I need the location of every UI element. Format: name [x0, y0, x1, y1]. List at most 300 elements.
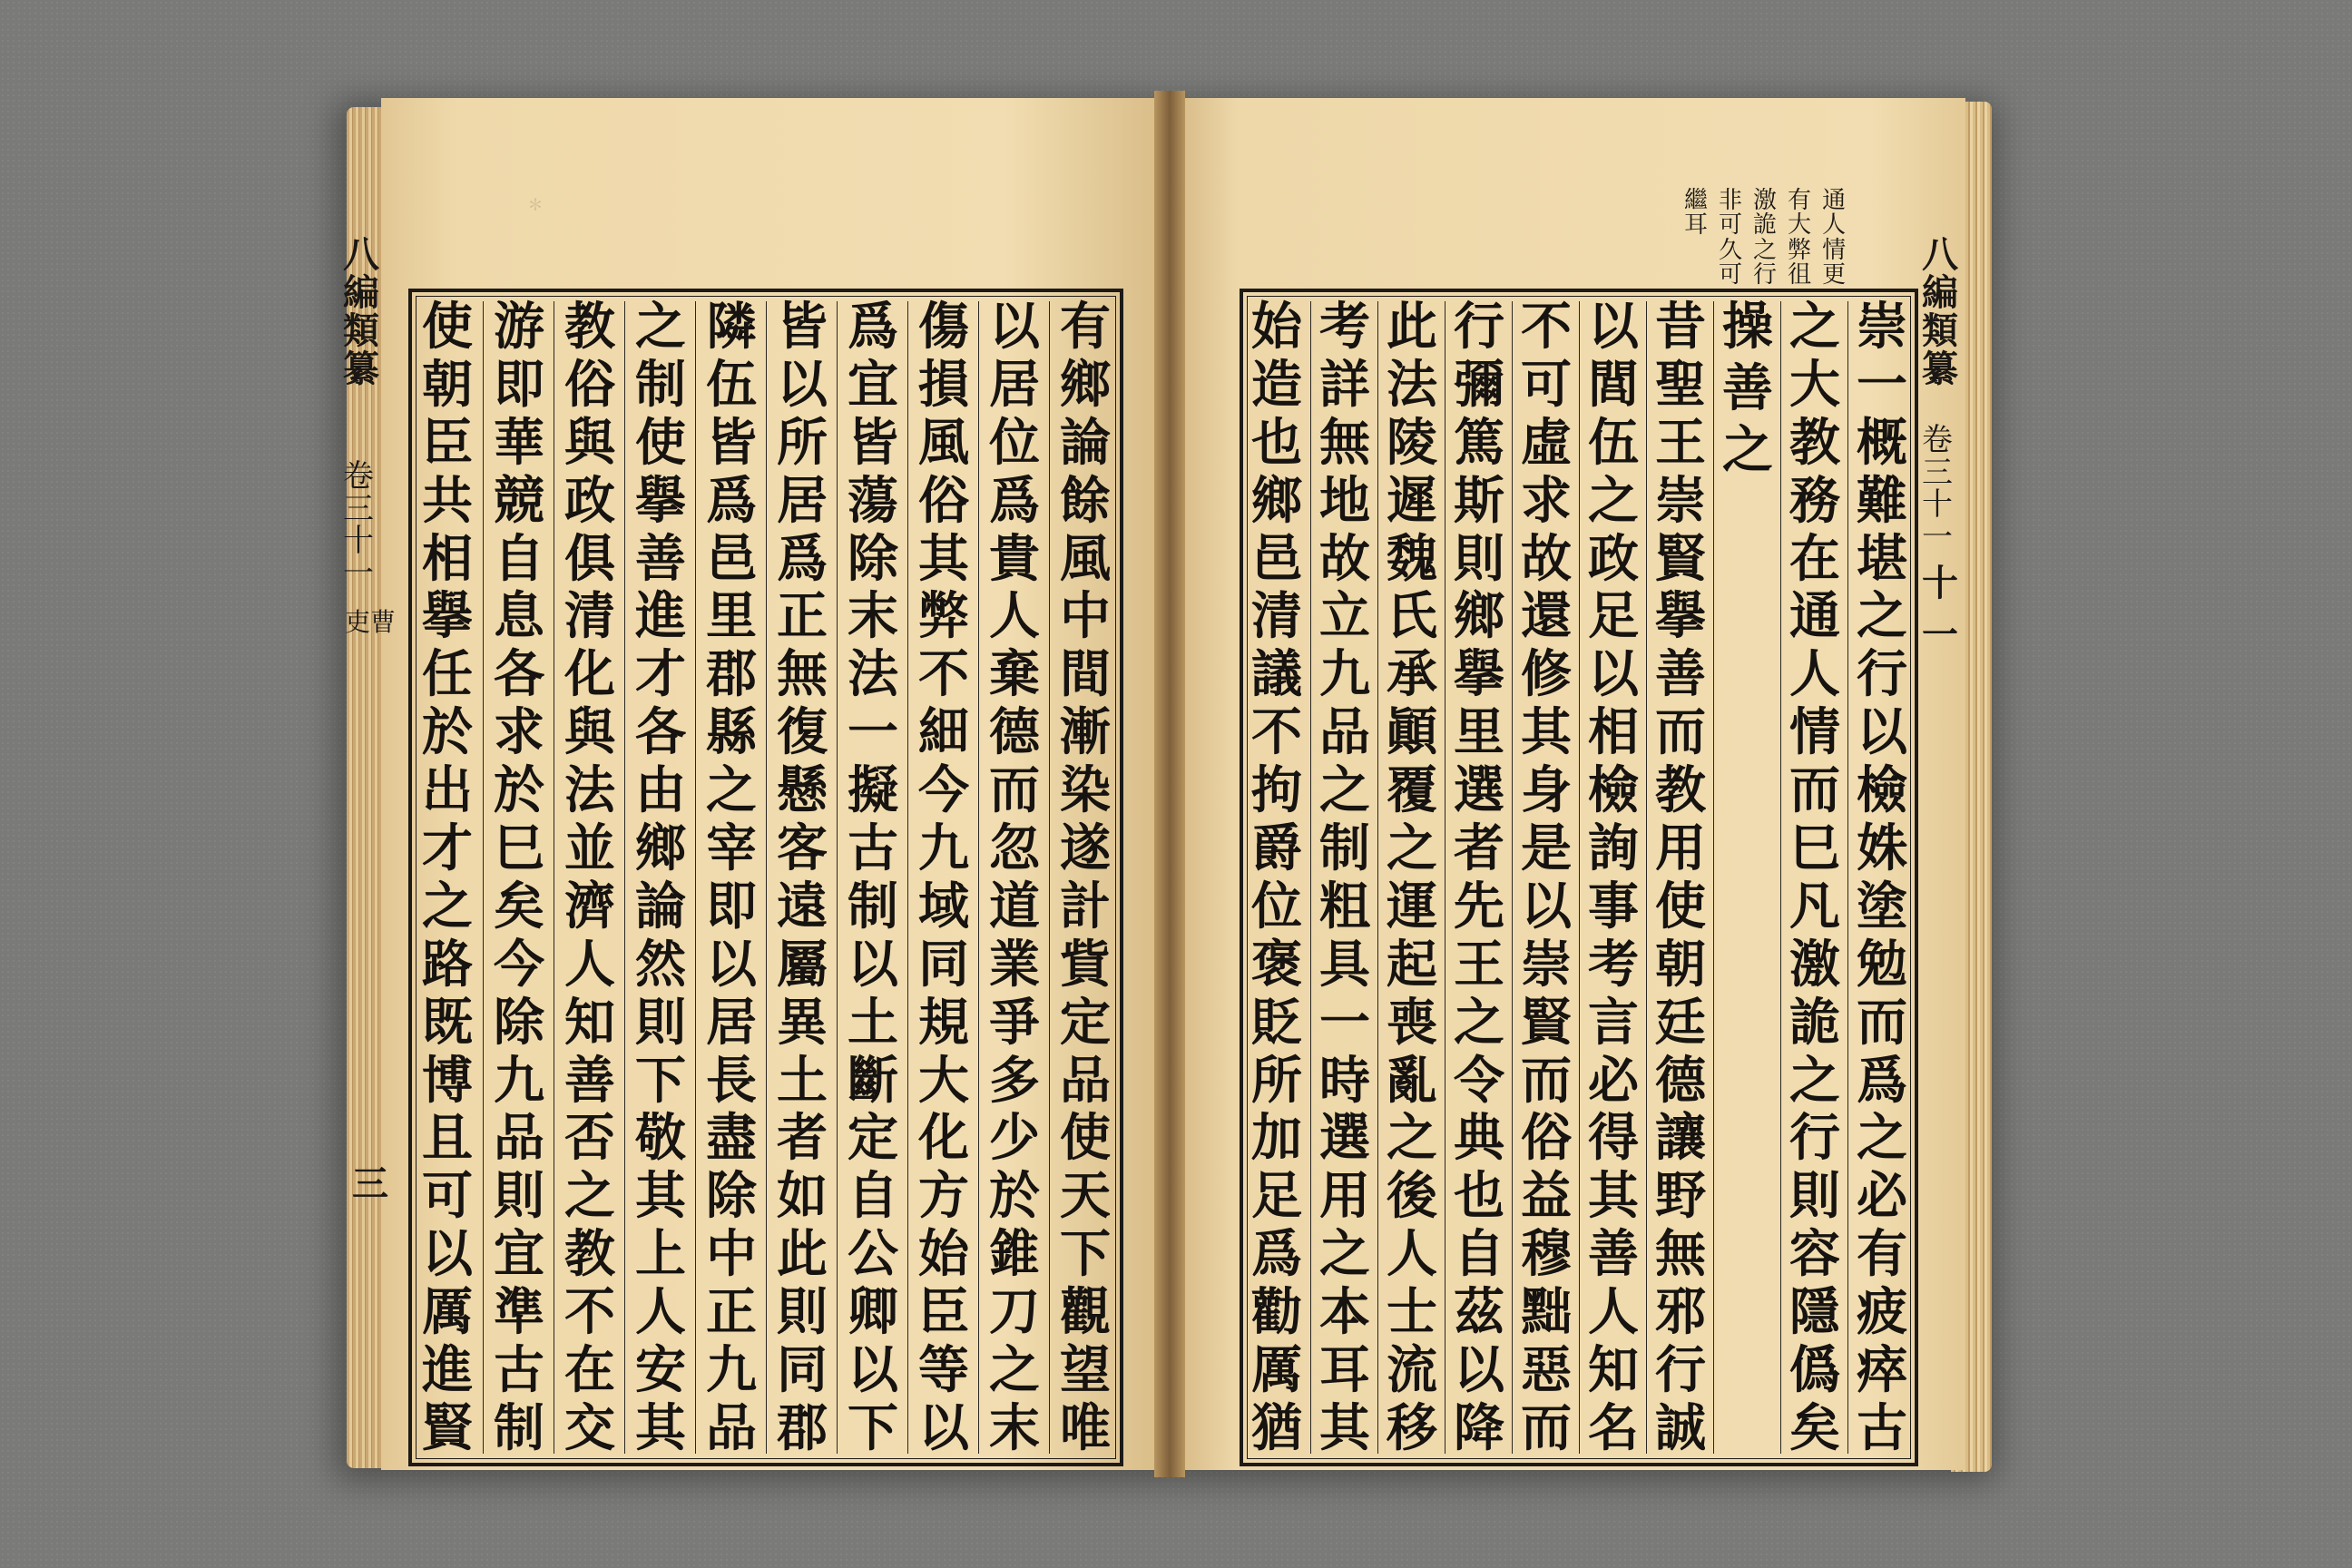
glyph: 身: [1521, 760, 1572, 821]
glyph: 激: [1789, 934, 1840, 995]
glyph: 一: [1922, 612, 1958, 656]
glyph: 細: [918, 702, 969, 763]
glyph: 而: [1857, 992, 1907, 1053]
glyph: 氏: [1387, 586, 1437, 647]
glyph: 類: [1922, 309, 1958, 352]
glyph: 蕩: [848, 470, 898, 531]
glyph: 計: [1060, 876, 1111, 936]
glyph: 其: [918, 528, 969, 589]
glyph: 善: [1655, 644, 1706, 705]
glyph: 息: [494, 586, 544, 647]
glyph: 古: [848, 818, 898, 879]
glyph: 用: [1319, 1166, 1370, 1227]
glyph: 才: [422, 818, 473, 879]
glyph: 法: [848, 644, 898, 705]
glyph: 起: [1387, 934, 1437, 995]
glyph: 勉: [1857, 934, 1907, 995]
glyph: 始: [918, 1224, 969, 1285]
glyph: 郡: [777, 1397, 828, 1458]
glyph: 化: [918, 1108, 969, 1169]
glyph: 崇: [1857, 297, 1907, 357]
left-text-frame: [408, 289, 1123, 1466]
book-gutter: [1154, 91, 1185, 1477]
right-text-column: [1713, 297, 1781, 1454]
glyph: 還: [1521, 586, 1572, 647]
glyph: 陵: [1387, 412, 1437, 473]
glyph: 之: [1387, 818, 1437, 879]
glyph: 激: [1753, 187, 1778, 214]
glyph: 斷: [848, 1050, 898, 1111]
glyph: 不: [1521, 297, 1572, 357]
glyph: 且: [422, 1108, 473, 1169]
glyph: 屬: [777, 934, 828, 995]
glyph: 崇: [1521, 934, 1572, 995]
glyph: 而: [989, 760, 1040, 821]
glyph: 可: [1719, 211, 1743, 240]
glyph: 正: [777, 586, 828, 647]
glyph: 典: [1454, 1108, 1504, 1169]
glyph: 邪: [1655, 1282, 1706, 1343]
glyph: 編: [343, 271, 379, 314]
glyph: 事: [1588, 876, 1639, 936]
glyph: 多: [989, 1050, 1040, 1111]
glyph: 僞: [1789, 1340, 1840, 1401]
banxin-volume: [343, 458, 397, 593]
glyph: 求: [494, 702, 544, 763]
glyph: 然: [635, 934, 686, 995]
glyph: 競: [494, 470, 544, 531]
glyph: 貴: [989, 528, 1040, 589]
glyph: 修: [1521, 644, 1572, 705]
glyph: 久: [1719, 236, 1743, 264]
banxin-section: [344, 606, 397, 637]
glyph: 人: [1588, 1282, 1639, 1343]
glyph: 疲: [1857, 1282, 1907, 1343]
glyph: 繼: [1684, 187, 1709, 214]
glyph: 此: [1387, 297, 1437, 357]
glyph: 域: [918, 876, 969, 936]
glyph: 是: [1521, 818, 1572, 879]
glyph: 粗: [1319, 876, 1370, 936]
glyph: 之: [1454, 992, 1504, 1053]
glyph: 土: [777, 1050, 828, 1111]
glyph: 不: [1251, 702, 1302, 763]
glyph: 中: [706, 1224, 757, 1285]
glyph: 厲: [422, 1282, 473, 1343]
glyph: 議: [1251, 644, 1302, 705]
glyph: 必: [1588, 1050, 1639, 1111]
glyph: 以: [989, 297, 1040, 357]
glyph: 而: [1655, 702, 1706, 763]
glyph: 篤: [1454, 412, 1504, 473]
glyph: 土: [848, 992, 898, 1053]
glyph: 纂: [343, 348, 379, 390]
glyph: 卿: [848, 1282, 898, 1343]
glyph: 下: [1060, 1224, 1111, 1285]
right-text-column: [1847, 297, 1916, 1458]
glyph: 爲: [848, 297, 898, 357]
right-banxin: [1922, 233, 1976, 1361]
glyph: 古: [494, 1340, 544, 1401]
glyph: 使: [1655, 876, 1706, 936]
glyph: 進: [422, 1340, 473, 1401]
glyph: 時: [1319, 1050, 1370, 1111]
glyph: 人: [1789, 644, 1840, 705]
marginal-note-column: [1822, 189, 1846, 288]
glyph: 末: [989, 1397, 1040, 1458]
glyph: 清: [1251, 586, 1302, 647]
glyph: 巳: [494, 818, 544, 879]
glyph: 擬: [848, 760, 898, 821]
glyph: 誠: [1655, 1397, 1706, 1458]
marginal-note-column: [1684, 189, 1708, 288]
glyph: 聖: [1655, 354, 1706, 415]
glyph: 爵: [1251, 818, 1302, 879]
glyph: 所: [1251, 1050, 1302, 1111]
glyph: 九: [918, 818, 969, 879]
glyph: 以: [1588, 297, 1639, 357]
banxin-title: [343, 233, 397, 390]
glyph: 刀: [989, 1282, 1040, 1343]
glyph: 用: [1655, 818, 1706, 879]
glyph: 少: [989, 1108, 1040, 1169]
glyph: 邑: [706, 528, 757, 589]
glyph: 詭: [1753, 211, 1778, 240]
glyph: 十: [1922, 486, 1953, 524]
glyph: 爲: [989, 470, 1040, 531]
glyph: 使: [635, 412, 686, 473]
glyph: 則: [494, 1166, 544, 1227]
glyph: 之: [1319, 1224, 1370, 1285]
banxin-page-number: [1922, 554, 1976, 658]
glyph: 與: [564, 702, 615, 763]
glyph: 唯: [1060, 1397, 1111, 1458]
glyph: 本: [1319, 1282, 1370, 1343]
glyph: 路: [422, 934, 473, 995]
glyph: 而: [1521, 1397, 1572, 1458]
glyph: 十: [343, 523, 374, 560]
glyph: 士: [1387, 1282, 1437, 1343]
right-text-column: [1445, 297, 1513, 1458]
glyph: 於: [422, 702, 473, 763]
glyph: 以: [848, 934, 898, 995]
glyph: 之: [1722, 420, 1773, 480]
glyph: 今: [494, 934, 544, 995]
glyph: 定: [848, 1108, 898, 1169]
glyph: 考: [1588, 934, 1639, 995]
glyph: 崇: [1655, 470, 1706, 531]
glyph: 求: [1521, 470, 1572, 531]
glyph: 觀: [1060, 1282, 1111, 1343]
glyph: 教: [564, 1224, 615, 1285]
glyph: 以: [1454, 1340, 1504, 1401]
glyph: 之: [1319, 760, 1370, 821]
glyph: 檢: [1857, 760, 1907, 821]
glyph: 上: [635, 1224, 686, 1285]
glyph: 之: [706, 760, 757, 821]
glyph: 務: [1789, 470, 1840, 531]
glyph: 損: [918, 354, 969, 415]
glyph: 品: [706, 1397, 757, 1458]
glyph: 可: [422, 1166, 473, 1227]
left-text-column: [1049, 297, 1121, 1458]
right-text-column: [1243, 297, 1310, 1458]
right-text-column: [1310, 297, 1378, 1458]
glyph: 卷: [343, 458, 374, 495]
glyph: 八: [343, 233, 379, 276]
glyph: 客: [777, 818, 828, 879]
glyph: 容: [1789, 1224, 1840, 1285]
glyph: 進: [635, 586, 686, 647]
glyph: 風: [918, 412, 969, 473]
glyph: 業: [989, 934, 1040, 995]
glyph: 以: [1857, 702, 1907, 763]
glyph: 拘: [1251, 760, 1302, 821]
glyph: 異: [777, 992, 828, 1053]
glyph: 卷: [1922, 422, 1953, 458]
glyph: 餘: [1060, 470, 1111, 531]
glyph: 除: [494, 992, 544, 1053]
glyph: 賢: [422, 1397, 473, 1458]
left-text-column: [412, 297, 483, 1458]
glyph: 道: [989, 876, 1040, 936]
glyph: 矣: [1789, 1397, 1840, 1458]
glyph: 臣: [422, 412, 473, 473]
glyph: 善: [1722, 358, 1773, 418]
glyph: 者: [1454, 818, 1504, 879]
glyph: 方: [918, 1166, 969, 1227]
glyph: 行: [1454, 297, 1504, 357]
glyph: 斯: [1454, 470, 1504, 531]
glyph: 郡: [706, 644, 757, 705]
glyph: 茲: [1454, 1282, 1504, 1343]
glyph: 通: [1822, 187, 1847, 214]
glyph: 流: [1387, 1340, 1437, 1401]
glyph: 縣: [706, 702, 757, 763]
glyph: 承: [1387, 644, 1437, 705]
glyph: 於: [494, 760, 544, 821]
glyph: 之: [422, 876, 473, 936]
glyph: 德: [989, 702, 1040, 763]
glyph: 九: [494, 1050, 544, 1111]
glyph: 吏: [344, 606, 370, 637]
glyph: 勸: [1251, 1282, 1302, 1343]
marginal-note-column: [1719, 189, 1742, 288]
glyph: 賢: [1521, 992, 1572, 1053]
glyph: 穆: [1521, 1224, 1572, 1285]
glyph: 善: [564, 1050, 615, 1111]
glyph: 讓: [1655, 1108, 1706, 1169]
glyph: 可: [1521, 354, 1572, 415]
glyph: 博: [422, 1050, 473, 1111]
glyph: 天: [1060, 1166, 1111, 1227]
glyph: 野: [1655, 1166, 1706, 1227]
glyph: 游: [494, 297, 544, 357]
right-page: [1176, 98, 1965, 1470]
glyph: 伍: [706, 354, 757, 415]
glyph: 制: [848, 876, 898, 936]
glyph: 纂: [1922, 348, 1958, 390]
glyph: 可: [1719, 260, 1743, 289]
glyph: 足: [1251, 1166, 1302, 1227]
glyph: 遲: [1387, 470, 1437, 531]
glyph: 爭: [989, 992, 1040, 1053]
glyph: 有: [1857, 1224, 1907, 1285]
glyph: 人: [1822, 211, 1847, 240]
left-text-column: [766, 297, 838, 1458]
glyph: 十: [1922, 561, 1958, 604]
glyph: 其: [1521, 702, 1572, 763]
glyph: 魏: [1387, 528, 1437, 589]
glyph: 望: [1060, 1340, 1111, 1401]
glyph: 否: [564, 1108, 615, 1169]
glyph: 法: [1387, 354, 1437, 415]
glyph: 宜: [494, 1224, 544, 1285]
glyph: 惡: [1521, 1340, 1572, 1401]
glyph: 巳: [1789, 818, 1840, 879]
glyph: 無: [777, 644, 828, 705]
right-text-column: [1512, 297, 1580, 1458]
glyph: 善: [1588, 1224, 1639, 1285]
glyph: 同: [918, 934, 969, 995]
glyph: 廷: [1655, 992, 1706, 1053]
glyph: 皆: [848, 412, 898, 473]
glyph: 敬: [635, 1108, 686, 1169]
glyph: 弊: [918, 586, 969, 647]
glyph: 除: [848, 528, 898, 589]
glyph: 情: [1789, 702, 1840, 763]
glyph: 政: [564, 470, 615, 531]
marginal-notes: [1684, 189, 1846, 288]
glyph: 以: [706, 934, 757, 995]
glyph: 懸: [777, 760, 828, 821]
glyph: 耳: [1319, 1340, 1370, 1401]
glyph: 之: [989, 1340, 1040, 1401]
glyph: 無: [1655, 1224, 1706, 1285]
right-text-column: [1646, 297, 1714, 1458]
glyph: 位: [989, 412, 1040, 473]
glyph: 擧: [422, 586, 473, 647]
glyph: 名: [1588, 1397, 1639, 1458]
glyph: 知: [564, 992, 615, 1053]
glyph: 一: [1319, 992, 1370, 1053]
glyph: 貲: [1060, 934, 1111, 995]
glyph: 此: [777, 1224, 828, 1285]
glyph: 與: [564, 412, 615, 473]
glyph: 遂: [1060, 818, 1111, 879]
glyph: 有: [1060, 297, 1111, 357]
glyph: 鄉: [635, 818, 686, 879]
banxin-page-number: 三: [352, 1162, 388, 1205]
glyph: 制: [494, 1397, 544, 1458]
glyph: 檢: [1588, 760, 1639, 821]
glyph: 正: [706, 1282, 757, 1343]
glyph: 非: [1719, 187, 1743, 214]
glyph: 以: [777, 354, 828, 415]
glyph: 也: [1251, 412, 1302, 473]
glyph: 以: [1588, 644, 1639, 705]
left-banxin: [343, 233, 397, 1361]
right-text-column: [1377, 297, 1446, 1458]
glyph: 顚: [1387, 702, 1437, 763]
glyph: 品: [1319, 702, 1370, 763]
glyph: 交: [564, 1397, 615, 1458]
glyph: 各: [494, 644, 544, 705]
glyph: 令: [1454, 1050, 1504, 1111]
glyph: 論: [1060, 412, 1111, 473]
glyph: 塗: [1857, 876, 1907, 936]
glyph: 凡: [1789, 876, 1840, 936]
glyph: 俗: [1521, 1108, 1572, 1169]
glyph: 自: [1454, 1224, 1504, 1285]
glyph: 先: [1454, 876, 1504, 936]
left-text-column: [554, 297, 625, 1458]
glyph: 鄉: [1454, 586, 1504, 647]
glyph: 黜: [1521, 1282, 1572, 1343]
glyph: 足: [1588, 586, 1639, 647]
glyph: 盡: [706, 1108, 757, 1169]
glyph: 中: [1060, 586, 1111, 647]
glyph: 移: [1387, 1397, 1437, 1458]
left-text-column: [695, 297, 767, 1458]
glyph: 擧: [635, 470, 686, 531]
glyph: 其: [635, 1397, 686, 1458]
glyph: 使: [1060, 1108, 1111, 1169]
glyph: 褒: [1251, 934, 1302, 995]
glyph: 擧: [1655, 586, 1706, 647]
glyph: 王: [1655, 412, 1706, 473]
glyph: 之: [1857, 586, 1907, 647]
glyph: 行: [1857, 644, 1907, 705]
glyph: 則: [777, 1282, 828, 1343]
glyph: 各: [635, 702, 686, 763]
left-text-column: [907, 297, 979, 1458]
glyph: 鄉: [1060, 354, 1111, 415]
glyph: 由: [635, 760, 686, 821]
glyph: 所: [777, 412, 828, 473]
glyph: 居: [777, 470, 828, 531]
glyph: 人: [635, 1282, 686, 1343]
glyph: 居: [706, 992, 757, 1053]
glyph: 爲: [706, 470, 757, 531]
glyph: 九: [706, 1340, 757, 1401]
glyph: 濟: [564, 876, 615, 936]
glyph: 相: [1588, 702, 1639, 763]
glyph: 具: [1319, 934, 1370, 995]
glyph: 始: [1251, 297, 1302, 357]
glyph: 姝: [1857, 818, 1907, 879]
glyph: 堪: [1857, 528, 1907, 589]
glyph: 之: [1789, 297, 1840, 357]
glyph: 里: [706, 586, 757, 647]
glyph: 故: [1319, 528, 1370, 589]
glyph: 教: [564, 297, 615, 357]
glyph: 即: [706, 876, 757, 936]
glyph: 下: [635, 1050, 686, 1111]
glyph: 立: [1319, 586, 1370, 647]
glyph: 宜: [848, 354, 898, 415]
glyph: 朝: [1655, 934, 1706, 995]
glyph: 弊: [1788, 236, 1812, 264]
glyph: 選: [1319, 1108, 1370, 1169]
glyph: 選: [1454, 760, 1504, 821]
glyph: 下: [848, 1397, 898, 1458]
glyph: 清: [564, 586, 615, 647]
glyph: 猶: [1251, 1397, 1302, 1458]
glyph: 矣: [494, 876, 544, 936]
glyph: 以: [422, 1224, 473, 1285]
glyph: 在: [564, 1340, 615, 1401]
